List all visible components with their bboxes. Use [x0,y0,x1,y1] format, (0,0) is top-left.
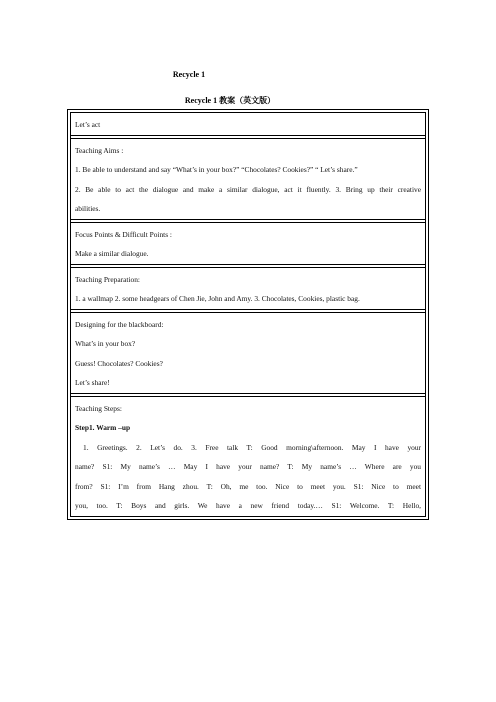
step1-line-1: 1. Greetings. 2. Let’s do. 3. Free talk T: Good morning\afternoon. May I have your [83,442,421,452]
section-blackboard-design [71,313,425,394]
teaching-aims-heading: Teaching Aims : [75,145,124,155]
step1-line-4: you, too. T: Boys and girls. We have a new friend today.… S1: Welcome. T: Hello, [75,501,421,510]
section-teaching-aims [71,139,425,220]
blackboard-line-2: Guess! Chocolates? Cookies? [75,358,163,368]
blackboard-heading: Designing for the blackboard: [75,319,164,329]
focus-points-heading: Focus Points & Difficult Points : [75,229,172,239]
document-header: Recycle 1 [172,70,206,79]
teaching-aims-item-2-cont: abilities. [75,204,101,213]
step1-line-3: from? S1: I’m from Hang zhou. T: Oh, me too. Nice to meet you. S1: Nice to meet [75,481,421,491]
step1-line-2: name? S1: My name’s … May I have your name? T: My name’s … Where are you [75,462,421,471]
section-focus-points [71,223,425,265]
blackboard-line-3: Let’s share! [75,378,110,387]
focus-points-text: Make a similar dialogue. [75,249,149,258]
preparation-text: 1. a wallmap 2. some headgears of Chen Jie, John and Amy. 3. Chocolates, Cookies, plastic bag. [75,294,360,303]
lets-act-text: Let’s act [75,120,101,129]
teaching-aims-item-1: 1. Be able to understand and say “What’s in your box?” “Chocolates? Cookies?” “ Let’s share.” [75,165,358,174]
section-teaching-preparation [71,268,425,310]
lesson-plan-table [70,112,426,517]
preparation-heading: Teaching Preparation: [75,274,140,284]
teaching-aims-item-2: 2. Be able to act the dialogue and make a similar dialogue, act it fluently. 3. Bring up their creative [75,184,421,194]
step1-heading: Step1. Warm –up [75,423,131,432]
section-teaching-steps [71,397,425,516]
document-title: Recycle 1 教案（英文版） [184,96,276,105]
blackboard-line-1: What’s in your box? [75,339,136,348]
teaching-steps-heading: Teaching Steps: [75,403,122,413]
section-lets-act [71,113,425,136]
